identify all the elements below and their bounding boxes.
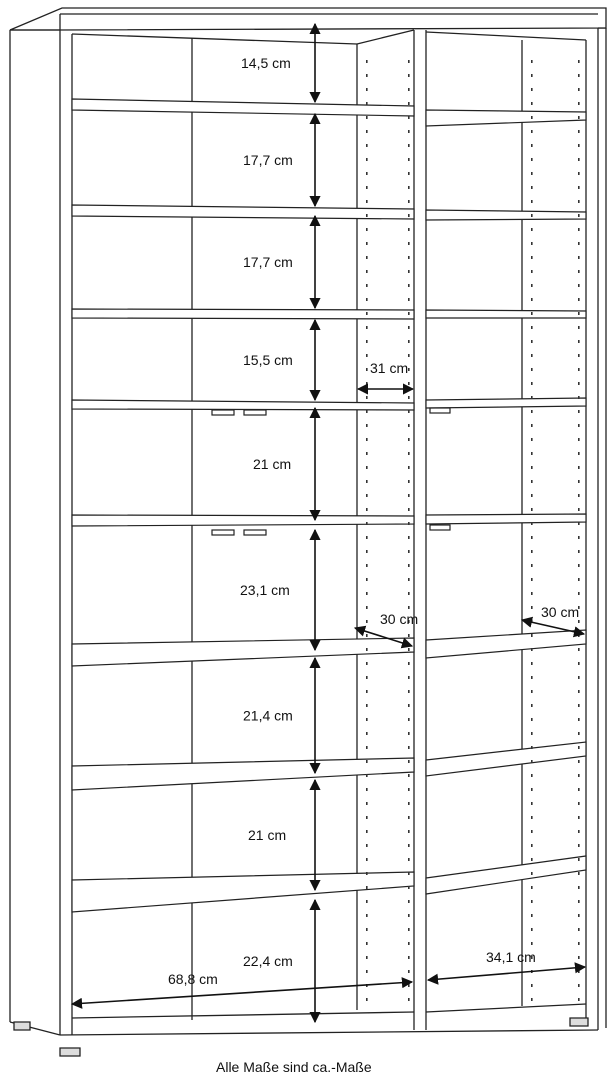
pin-hole <box>408 354 410 357</box>
pin-hole <box>531 886 533 889</box>
pin-hole <box>408 382 410 385</box>
pin-hole <box>578 984 580 987</box>
width-arrow-right-compartment <box>428 967 585 980</box>
pin-hole <box>531 396 533 399</box>
pin-hole <box>578 102 580 105</box>
pin-hole <box>366 102 368 105</box>
pin-hole <box>366 228 368 231</box>
pin-hole <box>408 284 410 287</box>
pin-hole <box>366 704 368 707</box>
pin-hole <box>578 620 580 623</box>
pin-hole <box>578 466 580 469</box>
pin-hole <box>366 410 368 413</box>
pin-hole <box>531 732 533 735</box>
pin-hole <box>366 788 368 791</box>
pin-hole <box>578 172 580 175</box>
pin-hole <box>408 480 410 483</box>
pin-hole <box>578 242 580 245</box>
pin-hole <box>578 718 580 721</box>
pin-hole <box>531 676 533 679</box>
pin-hole <box>408 312 410 315</box>
pin-hole <box>366 886 368 889</box>
shelf-height-label: 21,4 cm <box>243 707 293 724</box>
pin-hole <box>408 60 410 63</box>
pin-hole <box>531 298 533 301</box>
pin-hole <box>578 368 580 371</box>
width-arrow-total <box>72 982 412 1004</box>
pin-hole <box>578 536 580 539</box>
width-label-right-compartment: 34,1 cm <box>486 949 536 965</box>
pin-hole <box>531 830 533 833</box>
pin-hole <box>531 928 533 931</box>
pin-hole <box>531 942 533 945</box>
pin-hole <box>578 228 580 231</box>
pin-hole <box>578 732 580 735</box>
pin-hole <box>531 60 533 63</box>
pin-hole <box>366 130 368 133</box>
pin-hole <box>366 186 368 189</box>
pin-hole <box>531 214 533 217</box>
pin-hole <box>408 74 410 77</box>
pin-hole <box>578 648 580 651</box>
pin-hole <box>408 144 410 147</box>
pin-hole <box>366 914 368 917</box>
pin-hole <box>408 872 410 875</box>
pin-hole <box>531 186 533 189</box>
pin-hole <box>531 522 533 525</box>
pin-hole <box>531 704 533 707</box>
pin-hole <box>366 634 368 637</box>
pin-hole <box>366 690 368 693</box>
pin-hole <box>408 564 410 567</box>
pin-hole <box>531 606 533 609</box>
pin-hole <box>531 816 533 819</box>
pin-hole <box>531 494 533 497</box>
pin-hole <box>408 928 410 931</box>
pin-hole <box>531 872 533 875</box>
pin-hole <box>366 578 368 581</box>
pin-hole <box>531 844 533 847</box>
shelf-height-label: 14,5 cm <box>241 55 291 71</box>
pin-hole <box>366 200 368 203</box>
pin-hole <box>408 88 410 91</box>
pin-hole <box>578 116 580 119</box>
pin-hole <box>408 214 410 217</box>
pin-hole <box>408 592 410 595</box>
pin-hole <box>578 928 580 931</box>
pin-hole <box>578 970 580 973</box>
pin-hole <box>366 900 368 903</box>
pin-hole <box>408 256 410 259</box>
pin-hole <box>531 802 533 805</box>
pin-hole <box>531 900 533 903</box>
pin-hole <box>366 844 368 847</box>
pin-hole <box>578 508 580 511</box>
pin-hole <box>531 326 533 329</box>
pin-hole <box>578 480 580 483</box>
pin-hole <box>408 116 410 119</box>
pin-hole <box>408 970 410 973</box>
pin-hole <box>578 816 580 819</box>
pin-hole <box>531 74 533 77</box>
pin-hole <box>578 788 580 791</box>
pin-hole <box>366 298 368 301</box>
pin-hole <box>408 466 410 469</box>
pin-hole <box>408 676 410 679</box>
pin-hole <box>408 900 410 903</box>
pin-hole <box>408 844 410 847</box>
pin-hole <box>408 788 410 791</box>
pin-hole <box>531 116 533 119</box>
pin-hole <box>366 676 368 679</box>
pin-hole <box>408 830 410 833</box>
pin-hole <box>578 396 580 399</box>
depth-label-lower-outer: 30 cm <box>541 604 580 620</box>
pin-hole <box>366 60 368 63</box>
pin-hole <box>531 998 533 1001</box>
pin-hole <box>578 564 580 567</box>
pin-hole <box>366 774 368 777</box>
pin-hole <box>408 690 410 693</box>
pin-hole <box>531 578 533 581</box>
pin-hole <box>408 368 410 371</box>
pin-hole <box>578 592 580 595</box>
pin-hole <box>578 550 580 553</box>
pin-hole <box>366 396 368 399</box>
pin-hole <box>578 634 580 637</box>
pin-hole <box>366 242 368 245</box>
pin-hole <box>408 648 410 651</box>
pin-hole <box>578 354 580 357</box>
pin-hole <box>366 746 368 749</box>
pin-hole <box>578 522 580 525</box>
pin-hole <box>408 452 410 455</box>
pin-hole <box>408 984 410 987</box>
pin-hole <box>408 914 410 917</box>
pin-hole <box>578 438 580 441</box>
pin-hole <box>578 802 580 805</box>
pin-hole <box>531 914 533 917</box>
pin-hole <box>578 60 580 63</box>
pin-hole <box>408 130 410 133</box>
pin-hole <box>366 466 368 469</box>
pin-hole <box>578 410 580 413</box>
pin-hole <box>578 214 580 217</box>
pin-hole <box>408 760 410 763</box>
pin-hole <box>408 704 410 707</box>
pin-hole <box>578 830 580 833</box>
pin-hole <box>531 256 533 259</box>
pin-hole <box>408 158 410 161</box>
pin-hole <box>408 718 410 721</box>
pin-hole <box>531 312 533 315</box>
pin-hole <box>366 606 368 609</box>
pin-hole <box>366 592 368 595</box>
pin-hole <box>366 312 368 315</box>
shelf-height-label: 23,1 cm <box>240 582 290 598</box>
pin-hole <box>408 522 410 525</box>
pin-hole <box>408 550 410 553</box>
pin-hole <box>578 130 580 133</box>
pin-hole <box>531 774 533 777</box>
pin-hole <box>531 228 533 231</box>
pin-hole <box>531 718 533 721</box>
pin-hole <box>531 354 533 357</box>
pin-hole <box>531 284 533 287</box>
pin-hole <box>408 858 410 861</box>
pin-hole <box>578 998 580 1001</box>
pin-hole <box>366 144 368 147</box>
shelf-height-label: 21 cm <box>248 827 287 843</box>
pin-hole <box>531 480 533 483</box>
pin-hole <box>578 424 580 427</box>
pin-hole <box>578 858 580 861</box>
pin-hole <box>366 354 368 357</box>
pin-hole <box>408 746 410 749</box>
pin-hole <box>578 942 580 945</box>
pin-hole <box>408 186 410 189</box>
pin-hole <box>366 816 368 819</box>
pin-hole <box>408 298 410 301</box>
pin-hole <box>408 102 410 105</box>
pin-hole <box>366 214 368 217</box>
pin-hole <box>531 102 533 105</box>
pin-hole <box>408 396 410 399</box>
pin-hole <box>531 508 533 511</box>
pin-hole <box>578 88 580 91</box>
pin-hole <box>578 74 580 77</box>
pin-hole <box>578 746 580 749</box>
pin-hole <box>366 256 368 259</box>
shelf-height-label: 17,7 cm <box>243 254 293 270</box>
pin-hole <box>366 648 368 651</box>
pin-hole <box>408 774 410 777</box>
pin-hole <box>408 494 410 497</box>
pin-hole <box>408 732 410 735</box>
pin-hole <box>578 312 580 315</box>
pin-hole <box>366 494 368 497</box>
caption: Alle Maße sind ca.-Maße <box>216 1059 372 1075</box>
pin-hole <box>531 690 533 693</box>
pin-hole <box>408 578 410 581</box>
pin-hole <box>408 634 410 637</box>
pin-hole <box>578 270 580 273</box>
pin-hole <box>531 410 533 413</box>
pin-hole <box>366 550 368 553</box>
pin-hole <box>366 802 368 805</box>
pin-hole <box>531 536 533 539</box>
pin-hole <box>366 732 368 735</box>
shelf-pin-holes <box>366 60 580 1001</box>
pin-hole <box>366 88 368 91</box>
pin-hole <box>366 564 368 567</box>
pin-hole <box>531 382 533 385</box>
width-label-total: 68,8 cm <box>168 971 218 987</box>
pin-hole <box>366 368 368 371</box>
pin-hole <box>408 956 410 959</box>
pin-hole <box>531 634 533 637</box>
pin-hole <box>578 200 580 203</box>
pin-hole <box>578 298 580 301</box>
pin-hole <box>531 760 533 763</box>
pin-hole <box>578 578 580 581</box>
pin-hole <box>531 172 533 175</box>
pin-hole <box>366 970 368 973</box>
left-shelves <box>72 99 414 912</box>
pin-hole <box>366 480 368 483</box>
pin-hole <box>531 858 533 861</box>
pin-hole <box>531 466 533 469</box>
pin-hole <box>408 802 410 805</box>
pin-hole <box>578 956 580 959</box>
pin-hole <box>531 592 533 595</box>
pin-hole <box>531 158 533 161</box>
pin-hole <box>408 340 410 343</box>
pin-hole <box>578 158 580 161</box>
pin-hole <box>366 620 368 623</box>
pin-hole <box>366 172 368 175</box>
pin-hole <box>578 872 580 875</box>
pin-hole <box>531 662 533 665</box>
pin-hole <box>578 326 580 329</box>
top-panel <box>10 8 606 30</box>
pin-hole <box>408 172 410 175</box>
depth-label-lower-inner: 30 cm <box>380 611 419 627</box>
pin-hole <box>578 284 580 287</box>
shelf-height-label: 21 cm <box>253 456 292 472</box>
pin-hole <box>366 158 368 161</box>
pin-hole <box>366 998 368 1001</box>
pin-hole <box>578 144 580 147</box>
shelf-height-label: 15,5 cm <box>243 352 293 368</box>
pin-hole <box>578 452 580 455</box>
pin-hole <box>531 746 533 749</box>
pin-hole <box>366 662 368 665</box>
pin-hole <box>531 270 533 273</box>
pin-hole <box>531 438 533 441</box>
pin-hole <box>366 340 368 343</box>
pin-hole <box>531 144 533 147</box>
pin-hole <box>408 536 410 539</box>
pin-hole <box>408 424 410 427</box>
pin-hole <box>408 508 410 511</box>
pin-hole <box>531 200 533 203</box>
pin-hole <box>578 900 580 903</box>
depth-label-upper-inner: 31 cm <box>370 360 409 376</box>
pin-hole <box>408 998 410 1001</box>
pin-hole <box>531 242 533 245</box>
pin-hole <box>366 508 368 511</box>
pin-hole <box>408 606 410 609</box>
pin-hole <box>578 690 580 693</box>
shelf-height-label: 22,4 cm <box>243 953 293 969</box>
pin-hole <box>366 718 368 721</box>
pin-hole <box>408 200 410 203</box>
pin-hole <box>366 116 368 119</box>
pin-hole <box>366 872 368 875</box>
pin-hole <box>366 956 368 959</box>
pin-hole <box>366 522 368 525</box>
pin-hole <box>531 564 533 567</box>
pin-hole <box>531 452 533 455</box>
pin-hole <box>408 270 410 273</box>
pin-hole <box>366 760 368 763</box>
pin-hole <box>366 942 368 945</box>
pin-hole <box>578 704 580 707</box>
right-shelves <box>426 110 586 894</box>
pin-hole <box>366 74 368 77</box>
pin-hole <box>408 816 410 819</box>
pin-hole <box>578 340 580 343</box>
pin-hole <box>366 284 368 287</box>
pin-hole <box>408 242 410 245</box>
pin-hole <box>408 228 410 231</box>
pin-hole <box>578 676 580 679</box>
pin-hole <box>366 536 368 539</box>
pin-hole <box>408 942 410 945</box>
pin-hole <box>578 494 580 497</box>
pin-hole <box>578 914 580 917</box>
pin-hole <box>578 844 580 847</box>
pin-hole <box>366 452 368 455</box>
pin-hole <box>578 886 580 889</box>
pin-hole <box>408 410 410 413</box>
pin-hole <box>531 130 533 133</box>
pin-hole <box>578 774 580 777</box>
pin-hole <box>531 340 533 343</box>
pin-hole <box>531 550 533 553</box>
pin-hole <box>408 662 410 665</box>
pin-hole <box>531 368 533 371</box>
pin-hole <box>578 760 580 763</box>
pin-hole <box>578 256 580 259</box>
pin-hole <box>366 830 368 833</box>
pin-hole <box>531 788 533 791</box>
shelf-height-label: 17,7 cm <box>243 152 293 168</box>
pin-hole <box>366 326 368 329</box>
pin-hole <box>366 424 368 427</box>
pin-hole <box>408 438 410 441</box>
pin-hole <box>578 662 580 665</box>
pin-hole <box>531 424 533 427</box>
pin-hole <box>531 88 533 91</box>
pin-hole <box>578 382 580 385</box>
pin-hole <box>408 326 410 329</box>
width-dimensions <box>72 967 585 1004</box>
pin-hole <box>531 984 533 987</box>
pin-hole <box>366 438 368 441</box>
pin-hole <box>366 928 368 931</box>
pin-hole <box>531 648 533 651</box>
pin-hole <box>578 186 580 189</box>
pin-hole <box>408 886 410 889</box>
pin-hole <box>366 858 368 861</box>
pin-hole <box>366 382 368 385</box>
pin-hole <box>366 270 368 273</box>
